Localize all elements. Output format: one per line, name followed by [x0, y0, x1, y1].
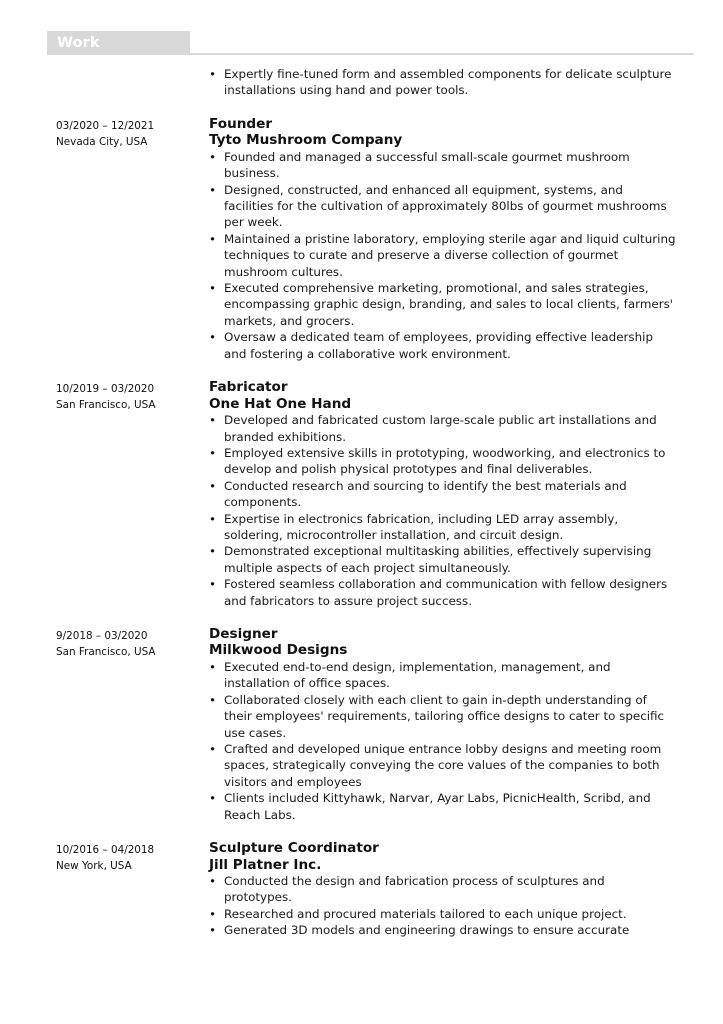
bullet-item: • Conducted research and sourcing to identify the best materials and components.: [209, 478, 676, 511]
section-title: Work experience: [47, 31, 190, 55]
bullet-item: • Founded and managed a successful small-scale gourmet mushroom business.: [209, 149, 676, 182]
bullet-item: • Maintained a pristine laboratory, employing sterile agar and liquid culturing techniques to curate and preserve a diverse collection of gourmet mushroom cultures.: [209, 231, 676, 280]
bullet-item: • Executed end-to-end design, implementation, management, and installation of office spaces.: [209, 659, 676, 692]
job-title: Fabricator: [209, 379, 288, 396]
bullet-item: • Demonstrated exceptional multitasking abilities, effectively supervising multiple aspects of each project simultaneously.: [209, 543, 676, 576]
company-name: One Hat One Hand: [209, 395, 352, 412]
bullet-item: • Employed extensive skills in prototyping, woodworking, and electronics to develop and polish physical prototypes and final deliverables.: [209, 445, 676, 478]
bullet-item: • Researched and procured materials tailored to each unique project.: [209, 906, 676, 922]
bullet-item: • Executed comprehensive marketing, promotional, and sales strategies, encompassing graphic design, branding, and sales to local clients, farmers' markets, and grocers.: [209, 280, 676, 329]
bullet-item: • Developed and fabricated custom large-scale public art installations and branded exhibitions.: [209, 412, 676, 445]
job-details: [209, 626, 676, 823]
job-details: [209, 116, 676, 362]
bullet-list: [209, 66, 676, 99]
bullet-item: • Crafted and developed unique entrance lobby designs and meeting room spaces, strategically conveying the core values of the companies to both visitors and employees: [209, 741, 676, 790]
job-title: Designer: [209, 625, 278, 642]
job-meta: [56, 840, 209, 939]
bullet-item: • Clients included Kittyhawk, Narvar, Ayar Labs, PicnicHealth, Scribd, and Reach Labs.: [209, 790, 676, 823]
job-meta: [56, 626, 209, 823]
bullet-item: • Conducted the design and fabrication process of sculptures and prototypes.: [209, 873, 676, 906]
job-entry-founder: [56, 116, 676, 362]
job-meta: [56, 379, 209, 609]
bullet-list: [209, 659, 676, 823]
job-dates: 9/2018 – 03/2020: [56, 629, 148, 642]
bullet-item: • Generated 3D models and engineering drawings to ensure accurate: [209, 922, 676, 938]
bullet-item: • Expertly fine-tuned form and assembled components for delicate sculpture installations using hand and power tools.: [209, 66, 676, 99]
job-dates: 10/2016 – 04/2018: [56, 844, 155, 857]
bullet-item: • Collaborated closely with each client to gain in-depth understanding of their employees' requirements, tailoring office designs to cater to specific use cases.: [209, 692, 676, 741]
bullet-list: [209, 149, 676, 362]
job-entry-sculpture-coordinator: [56, 840, 676, 939]
job-details: [209, 379, 676, 609]
job-dates: 10/2019 – 03/2020: [56, 383, 155, 396]
company-name: Milkwood Designs: [209, 642, 348, 659]
job-location: San Francisco, USA: [56, 399, 156, 412]
bullet-list: [209, 873, 676, 939]
bullet-item: • Fostered seamless collaboration and communication with fellow designers and fabricators to assure project success.: [209, 576, 676, 609]
continuation-details: [209, 66, 676, 99]
job-meta: [56, 116, 209, 362]
job-location: New York, USA: [56, 860, 132, 873]
company-name: Tyto Mushroom Company: [209, 132, 403, 149]
job-entry-fabricator: [56, 379, 676, 609]
continuation-meta: [56, 66, 209, 99]
company-name: Jill Platner Inc.: [209, 856, 322, 873]
bullet-item: • Designed, constructed, and enhanced all equipment, systems, and facilities for the cultivation of approximately 80lbs of gourmet mushrooms per week.: [209, 182, 676, 231]
job-dates: 03/2020 – 12/2021: [56, 119, 155, 132]
job-title: Founder: [209, 115, 273, 132]
job-details: [209, 840, 676, 939]
job-entry-designer: [56, 626, 676, 823]
work-experience-list: [56, 66, 676, 956]
bullet-list: [209, 412, 676, 609]
job-title: Sculpture Coordinator: [209, 840, 379, 857]
job-location: San Francisco, USA: [56, 645, 156, 658]
bullet-item: • Oversaw a dedicated team of employees, providing effective leadership and fostering a collaborative work environment.: [209, 329, 676, 362]
continuation-entry: [56, 66, 676, 99]
job-location: Nevada City, USA: [56, 135, 148, 148]
section-header-bar: [47, 31, 694, 75]
bullet-item: • Expertise in electronics fabrication, including LED array assembly, soldering, microcontroller installation, and circuit design.: [209, 511, 676, 544]
